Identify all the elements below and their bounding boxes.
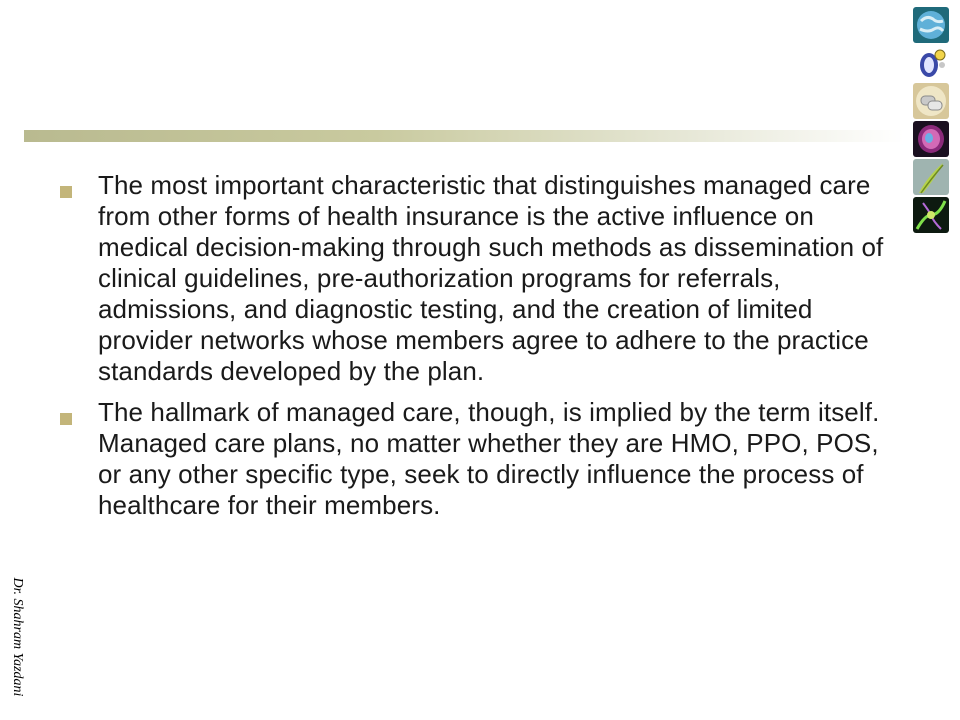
neuron-thumbnail-icon [913,197,949,233]
bullet-square-icon [60,186,72,198]
pills-thumbnail-icon [913,83,949,119]
bullet-list [60,170,900,531]
decorative-thumbnail-strip [913,7,951,235]
footer-author: Dr. Shahram Yazdani [10,577,25,697]
list-item [60,397,900,521]
brain-scan-thumbnail-icon [913,121,949,157]
bullet-text: The most important characteristic that distinguishes managed care from other forms of health insurance is the active influence on medical decision-making through such methods as dissemination of clinical guidelines, pre-authorization programs for referrals, admissions, and diagnostic testing, and the creation of limited provider networks whose members agree to adhere to the practice standards developed by the plan. [98,170,884,386]
molecule-thumbnail-icon [913,45,949,81]
bullet-text: The hallmark of managed care, though, is implied by the term itself. Managed care plans, no matter whether they are HMO, PPO, POS, or any other specific type, seek to directly influence the process of healthcare for their members. [98,397,880,520]
plant-leaf-thumbnail-icon [913,159,949,195]
title-divider-rule [24,130,904,142]
list-item [60,170,900,387]
bullet-square-icon [60,413,72,425]
globe-thumbnail-icon [913,7,949,43]
